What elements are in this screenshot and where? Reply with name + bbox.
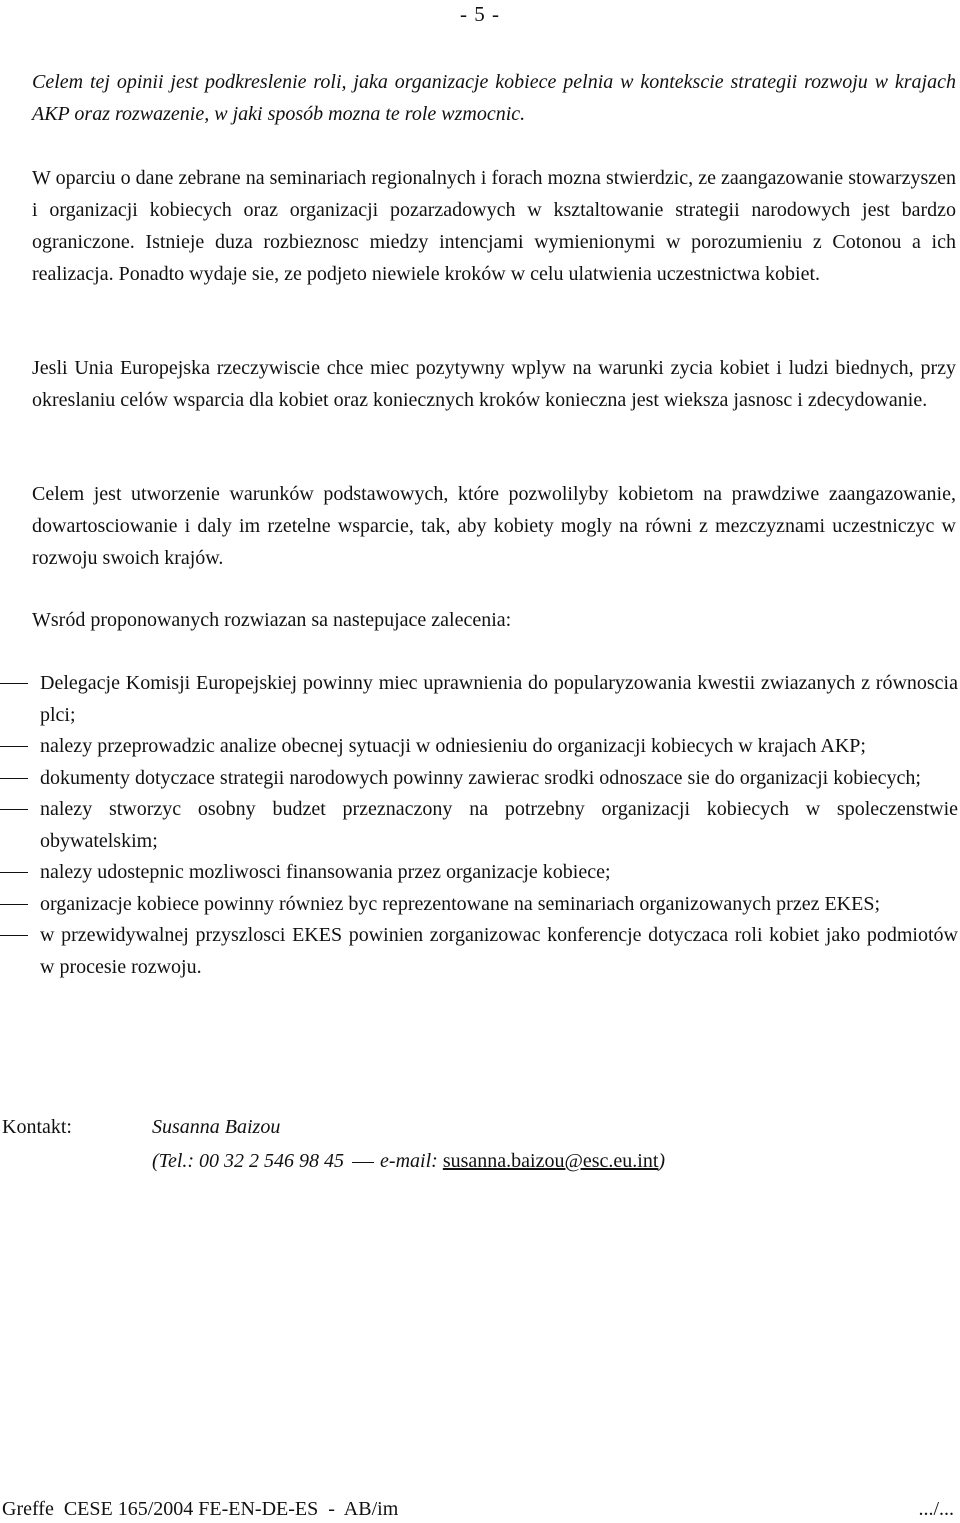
dash-bullet xyxy=(0,683,28,684)
contact-name: Susanna Baizou xyxy=(152,1116,281,1138)
footer-continuation: .../... xyxy=(918,1498,954,1520)
separator-dash xyxy=(352,1162,374,1163)
list-item-text: w przewidywalnej przyszlosci EKES powinien zorganizowac konferencje dotyczaca roli kobiet jako podmiotów w procesie rozwoju. xyxy=(40,924,958,978)
list-item xyxy=(0,668,958,731)
list-item xyxy=(0,794,958,857)
list-item xyxy=(0,920,958,983)
dash-bullet xyxy=(0,746,28,747)
body-paragraph-3: Celem jest utworzenie warunków podstawowych, które pozwolilyby kobietom na prawdziwe zaangazowanie, dowartosciowanie i daly im rzetelne wsparcie, tak, aby kobiety mogly na równi z mezczyznami uczestniczyc w rozwoju swoich krajów. xyxy=(32,483,956,569)
intro-paragraph: Celem tej opinii jest podkreslenie roli, jaka organizacje kobiece pelnia w kontekscie strategii rozwoju w krajach AKP oraz rozwazenie, w jaki sposób mozna te role wzmocnic. xyxy=(32,71,956,125)
list-item xyxy=(0,731,958,763)
contact-label: Kontakt: xyxy=(2,1116,72,1138)
list-item-text: nalezy przeprowadzic analize obecnej sytuacji w odniesieniu do organizacji kobiecych w krajach AKP; xyxy=(40,735,866,757)
page-number: - 5 - xyxy=(460,2,500,26)
contact-phone: (Tel.: 00 32 2 546 98 45 xyxy=(152,1150,345,1172)
dash-bullet xyxy=(0,872,28,873)
dash-bullet xyxy=(0,935,28,936)
list-item-text: nalezy udostepnic mozliwosci finansowania przez organizacje kobiece; xyxy=(40,861,611,883)
list-item-text: dokumenty dotyczace strategii narodowych powinny zawierac srodki odnoszace sie do organizacji kobiecych; xyxy=(40,766,921,789)
dash-bullet xyxy=(0,809,28,810)
recommendations-list xyxy=(0,668,958,983)
list-item xyxy=(0,889,958,921)
recommendations-intro: Wsród proponowanych rozwiazan sa nastepujace zalecenia: xyxy=(32,609,512,631)
list-item xyxy=(0,857,958,889)
body-paragraph-1: W oparciu o dane zebrane na seminariach regionalnych i forach mozna stwierdzic, ze zaangazowanie stowarzyszen i organizacji kobiecych oraz organizacji pozarzadowych w ksztaltowanie strategii narodowych jest bardzo ograniczone. Istnieje duza rozbieznosc miedzy intencjami wymienionymi w porozumieniu z Cotonou a ich realizacja. Ponadto wydaje sie, ze podjeto niewiele kroków w celu ulatwienia uczestnictwa kobiet. xyxy=(32,167,956,285)
contact-details xyxy=(152,1144,665,1178)
list-item-text: Delegacje Komisji Europejskiej powinny miec uprawnienia do popularyzowania kwestii zwiazanych z równoscia plci; xyxy=(40,672,958,726)
contact-closing: ) xyxy=(658,1150,666,1172)
body-paragraph-2: Jesli Unia Europejska rzeczywiscie chce miec pozytywny wplyw na warunki zycia kobiet i ludzi biednych, przy okreslaniu celów wsparcia dla kobiet oraz koniecznych kroków konieczna jest wieksza jasnosc i zdecydowanie. xyxy=(32,357,956,411)
list-item xyxy=(0,763,958,795)
dash-bullet xyxy=(0,904,28,905)
email-label: e-mail: xyxy=(380,1150,438,1172)
email-link[interactable]: susanna.baizou@esc.eu.int xyxy=(442,1150,659,1172)
list-item-text: nalezy stworzyc osobny budzet przeznaczony na potrzebny organizacji kobiecych w spoleczenstwie obywatelskim; xyxy=(40,798,958,852)
dash-bullet xyxy=(0,778,28,779)
footer-reference: Greffe CESE 165/2004 FE-EN-DE-ES - AB/im xyxy=(2,1498,399,1520)
list-item-text: organizacje kobiece powinny równiez byc reprezentowane na seminariach organizowanych przez EKES; xyxy=(40,892,881,915)
